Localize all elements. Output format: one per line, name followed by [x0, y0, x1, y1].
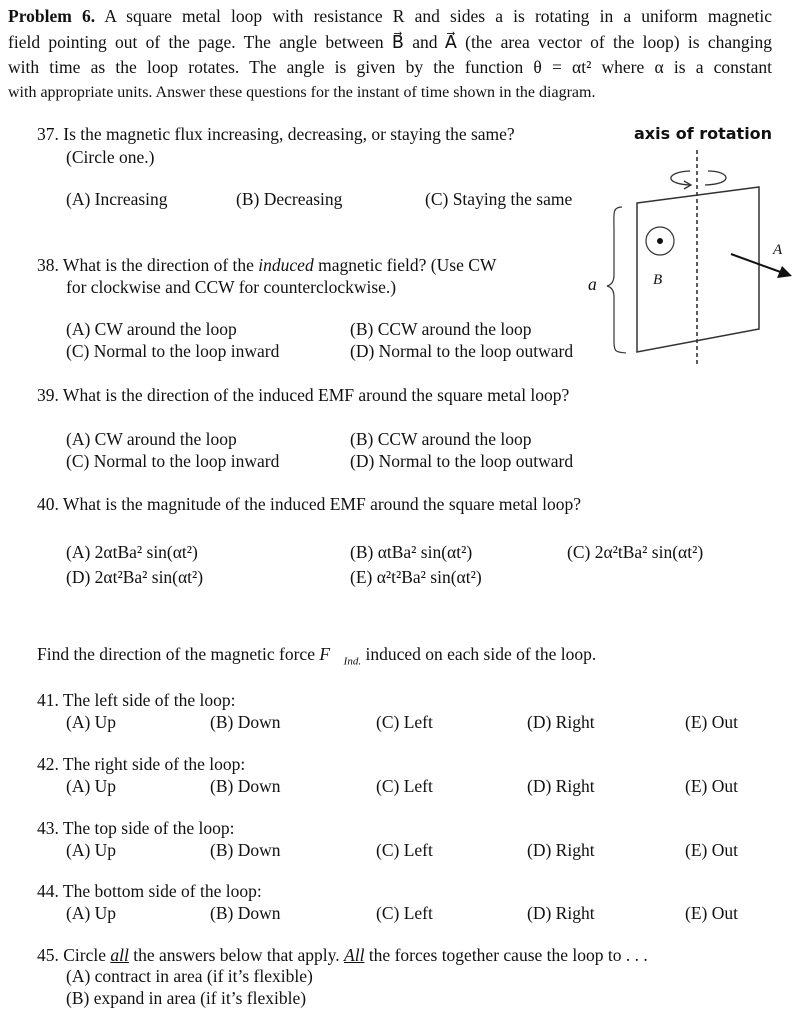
q40-option-e[interactable]: (E) α²t²Ba² sin(αt²)	[350, 567, 482, 587]
q37-text: 37. Is the magnetic flux increasing, decreasing, or staying the same?	[37, 124, 515, 144]
q37-option-c[interactable]: (C) Staying the same	[425, 189, 573, 209]
q45-option-b[interactable]: (B) expand in area (if it’s flexible)	[66, 988, 307, 1008]
intro-line-4: with appropriate units. Answer these questions for the instant of time shown in the diagram.	[8, 84, 596, 101]
q44-option-d[interactable]: (D) Right	[527, 903, 595, 923]
q39-option-b[interactable]: (B) CCW around the loop	[350, 429, 532, 449]
q44-option-a[interactable]: (A) Up	[66, 903, 117, 923]
q37-option-a[interactable]: (A) Increasing	[66, 189, 168, 209]
q39-option-c[interactable]: (C) Normal to the loop inward	[66, 451, 280, 471]
q40-option-d[interactable]: (D) 2αt²Ba² sin(αt²)	[66, 567, 204, 587]
axis-of-rotation-label: axis of rotation	[634, 124, 773, 143]
q40-text: 40. What is the magnitude of the induced EMF around the square metal loop?	[37, 494, 581, 514]
q41-option-b[interactable]: (B) Down	[210, 712, 281, 732]
q44-option-b[interactable]: (B) Down	[210, 903, 281, 923]
side-length-brace	[607, 207, 626, 353]
q42-option-a[interactable]: (A) Up	[66, 776, 117, 796]
q45-p3: the forces together cause the loop to . . .	[364, 945, 648, 965]
q43-option-c[interactable]: (C) Left	[376, 840, 433, 860]
field-dot-icon	[657, 238, 663, 244]
q37-sub: (Circle one.)	[66, 147, 155, 167]
q42-text: 42. The right side of the loop:	[37, 754, 246, 774]
q42-option-d[interactable]: (D) Right	[527, 776, 595, 796]
q40-option-c[interactable]: (C) 2α²tBa² sin(αt²)	[567, 542, 704, 562]
rotation-arrow-icon	[671, 171, 726, 185]
q42-option-b[interactable]: (B) Down	[210, 776, 281, 796]
q38-option-d[interactable]: (D) Normal to the loop outward	[350, 341, 574, 361]
q41-option-e[interactable]: (E) Out	[685, 712, 738, 732]
q38-option-b[interactable]: (B) CCW around the loop	[350, 319, 532, 339]
q44-text: 44. The bottom side of the loop:	[37, 881, 262, 901]
intro-line-2: field pointing out of the page. The angle between B⃗ and A⃗ (the area vector of the loop) is changing	[8, 32, 772, 52]
q42-option-c[interactable]: (C) Left	[376, 776, 433, 796]
force-subscript: Ind.	[343, 655, 362, 668]
q38-line2: for clockwise and CCW for counterclockwise.)	[66, 277, 397, 297]
force-intro-pre: Find the direction of the magnetic force	[37, 644, 320, 664]
q41-option-a[interactable]: (A) Up	[66, 712, 117, 732]
q40-option-b[interactable]: (B) αtBa² sin(αt²)	[350, 542, 473, 562]
q45-p1: 45. Circle	[37, 945, 111, 965]
q45-all-1: all	[110, 945, 129, 965]
q38-option-c[interactable]: (C) Normal to the loop inward	[66, 341, 280, 361]
q37-option-b[interactable]: (B) Decreasing	[236, 189, 343, 209]
force-intro-post: induced on each side of the loop.	[361, 644, 597, 664]
q41-text: 41. The left side of the loop:	[37, 690, 236, 710]
q40-option-a[interactable]: (A) 2αtBa² sin(αt²)	[66, 542, 198, 562]
q43-option-a[interactable]: (A) Up	[66, 840, 117, 860]
q45-option-a[interactable]: (A) contract in area (if it’s flexible)	[66, 966, 313, 986]
force-symbol: F⃗	[319, 644, 344, 664]
q45-all-2: All	[344, 945, 365, 965]
q45-p2: the answers below that apply.	[128, 945, 345, 965]
area-vector-label: A⃗	[773, 242, 794, 258]
q39-option-d[interactable]: (D) Normal to the loop outward	[350, 451, 574, 471]
q43-option-e[interactable]: (E) Out	[685, 840, 738, 860]
intro-text: A square metal loop with resistance R and sides a is rotating in a uniform magnetic	[104, 6, 772, 26]
q39-text: 39. What is the direction of the induced EMF around the square metal loop?	[37, 385, 570, 405]
q38-pre: 38. What is the direction of the	[37, 255, 259, 275]
q38-em: induced	[258, 255, 314, 275]
q41-option-c[interactable]: (C) Left	[376, 712, 433, 732]
q44-option-c[interactable]: (C) Left	[376, 903, 433, 923]
q38-post: magnetic field? (Use CW	[313, 255, 497, 275]
q38-option-a[interactable]: (A) CW around the loop	[66, 319, 237, 339]
field-label: B⃗	[653, 272, 674, 288]
q43-option-b[interactable]: (B) Down	[210, 840, 281, 860]
q42-option-e[interactable]: (E) Out	[685, 776, 738, 796]
q43-option-d[interactable]: (D) Right	[527, 840, 595, 860]
side-length-label: a	[588, 274, 597, 294]
q41-option-d[interactable]: (D) Right	[527, 712, 595, 732]
intro-line-3: with time as the loop rotates. The angle is given by the function θ = αt² where α is a constant	[8, 57, 772, 77]
q43-text: 43. The top side of the loop:	[37, 818, 235, 838]
q39-option-a[interactable]: (A) CW around the loop	[66, 429, 237, 449]
problem-label: Problem 6.	[8, 6, 96, 26]
q44-option-e[interactable]: (E) Out	[685, 903, 738, 923]
